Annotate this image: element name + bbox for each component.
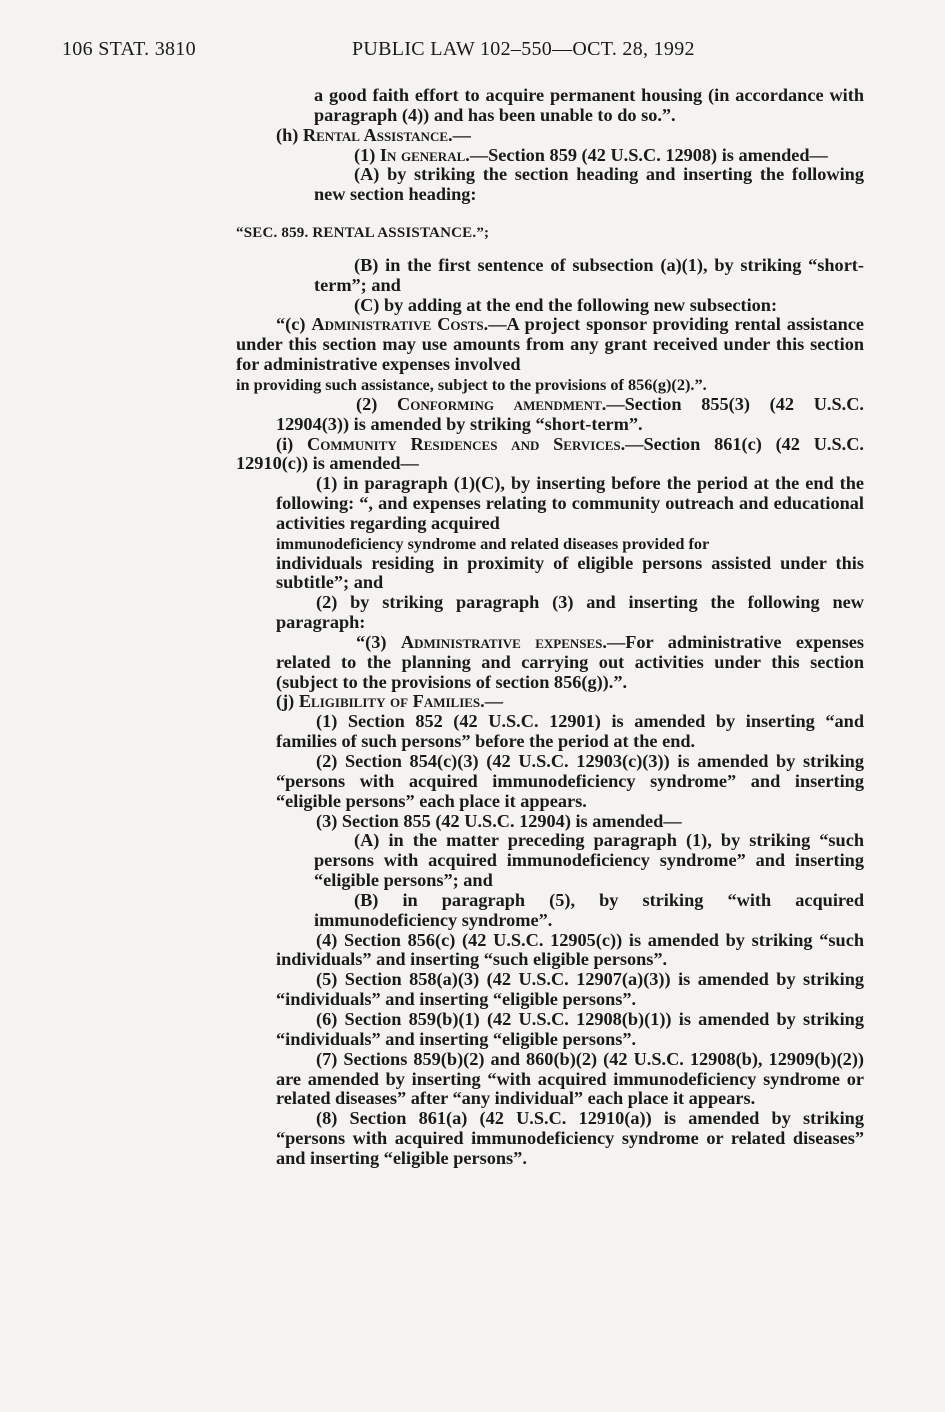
paragraph-number: (1) <box>354 144 380 165</box>
paragraph: (C) by adding at the end the following new subsection: <box>354 294 778 315</box>
subsection-c <box>236 315 864 375</box>
paragraph: (4) Section 856(c) (42 U.S.C. 12905(c)) is amended by striking “such individuals” and inserting “such eligible persons”. <box>276 929 864 970</box>
paragraph <box>236 146 864 166</box>
paragraph-number: “(3) <box>356 631 401 652</box>
stat-page-number: 106 STAT. 3810 <box>62 38 196 60</box>
paragraph-heading: Conforming amendment. <box>397 393 607 414</box>
paragraph-number: (2) <box>356 393 398 414</box>
paragraph: (2) Section 854(c)(3) (42 U.S.C. 12903(c)(3)) is amended by striking “persons with acquired immunodeficiency syndrome” and inserting “eligible persons” each place it appears. <box>276 751 864 811</box>
subsection-heading: Community Residences and Services. <box>307 433 626 454</box>
paragraph-heading: In general. <box>379 144 470 165</box>
running-head: PUBLIC LAW 102–550—OCT. 28, 1992 <box>352 38 695 60</box>
subsection-number: (h) <box>276 124 303 145</box>
paragraph: (A) by striking the section heading and inserting the following new section heading: <box>314 164 864 205</box>
subsection-text: —Section 861(c) (42 U.S.C. 12910(c)) is amended— <box>236 433 864 474</box>
subsection-text: —A project sponsor providing rental assistance under this section may use amounts from any grant received under this section for administrative expenses involved <box>236 314 864 375</box>
subsection-i <box>236 435 864 475</box>
paragraph-heading: Administrative expenses. <box>400 631 607 652</box>
paragraph-text: —Section 859 (42 U.S.C. 12908) is amended— <box>469 144 828 165</box>
paragraph-continued: individuals residing in proximity of eligible persons assisted under this subtitle”; and <box>276 552 864 593</box>
subsection-heading: Eligibility of Families.— <box>298 691 504 712</box>
paragraph: (B) in paragraph (5), by striking “with acquired immunodeficiency syndrome”. <box>314 889 864 930</box>
subsection-heading: Administrative Costs. <box>311 314 489 335</box>
paragraph-continued: immunodeficiency syndrome and related diseases provided for <box>276 533 710 553</box>
subsection-number: (i) <box>276 433 308 454</box>
paragraph-text: —For administrative expenses related to the planning and carrying out activities under this section (subject to the provisions of section 856(g)).”. <box>276 631 864 692</box>
paragraph: (5) Section 858(a)(3) (42 U.S.C. 12907(a)(3)) is amended by striking “individuals” and inserting “eligible persons”. <box>276 969 864 1010</box>
paragraph: (1) Section 852 (42 U.S.C. 12901) is amended by inserting “and families of such persons” before the period at the end. <box>276 711 864 752</box>
paragraph: (A) in the matter preceding paragraph (1), by striking “such persons with acquired immunodeficiency syndrome” and inserting “eligible persons”; and <box>314 830 864 891</box>
subsection-number: “(c) <box>276 314 312 335</box>
page-header <box>0 38 945 68</box>
document-body <box>236 86 864 1169</box>
paragraph: a good faith effort to acquire permanent housing (in accordance with paragraph (4)) and has been unable to do so.”. <box>314 85 864 125</box>
paragraph: (6) Section 859(b)(1) (42 U.S.C. 12908(b)(1)) is amended by striking “individuals” and inserting “eligible persons”. <box>276 1008 864 1049</box>
subsection-heading: Rental Assistance.— <box>302 124 471 145</box>
paragraph: (2) by striking paragraph (3) and inserting the following new paragraph: <box>276 592 864 633</box>
paragraph: (3) Section 855 (42 U.S.C. 12904) is amended— <box>316 810 682 831</box>
section-heading: “SEC. 859. RENTAL ASSISTANCE.”; <box>236 225 490 242</box>
paragraph: (8) Section 861(a) (42 U.S.C. 12910(a)) is amended by striking “persons with acquired immunodeficiency syndrome or related diseases” and inserting “eligible persons”. <box>276 1108 864 1168</box>
paragraph: (B) in the first sentence of subsection (a)(1), by striking “short-term”; and <box>314 254 864 295</box>
paragraph: (1) in paragraph (1)(C), by inserting before the period at the end the following: “, and expenses relating to community outreach and educational activities regarding acquired <box>276 473 864 533</box>
paragraph: (7) Sections 859(b)(2) and 860(b)(2) (42 U.S.C. 12908(b), 12909(b)(2)) are amended by inserting “with acquired immunodeficiency syndrome or related diseases” after “any individual” each place it appears. <box>276 1048 864 1109</box>
paragraph <box>236 395 864 435</box>
subsection-j <box>236 692 864 712</box>
subsection-number: (j) <box>276 691 299 712</box>
paragraph-text: —Section 855(3) (42 U.S.C. 12904(3)) is amended by striking “short-term”. <box>276 393 864 434</box>
paragraph-continued: in providing such assistance, subject to the provisions of 856(g)(2).”. <box>236 374 707 394</box>
paragraph <box>236 633 864 693</box>
subsection-h <box>236 126 864 146</box>
